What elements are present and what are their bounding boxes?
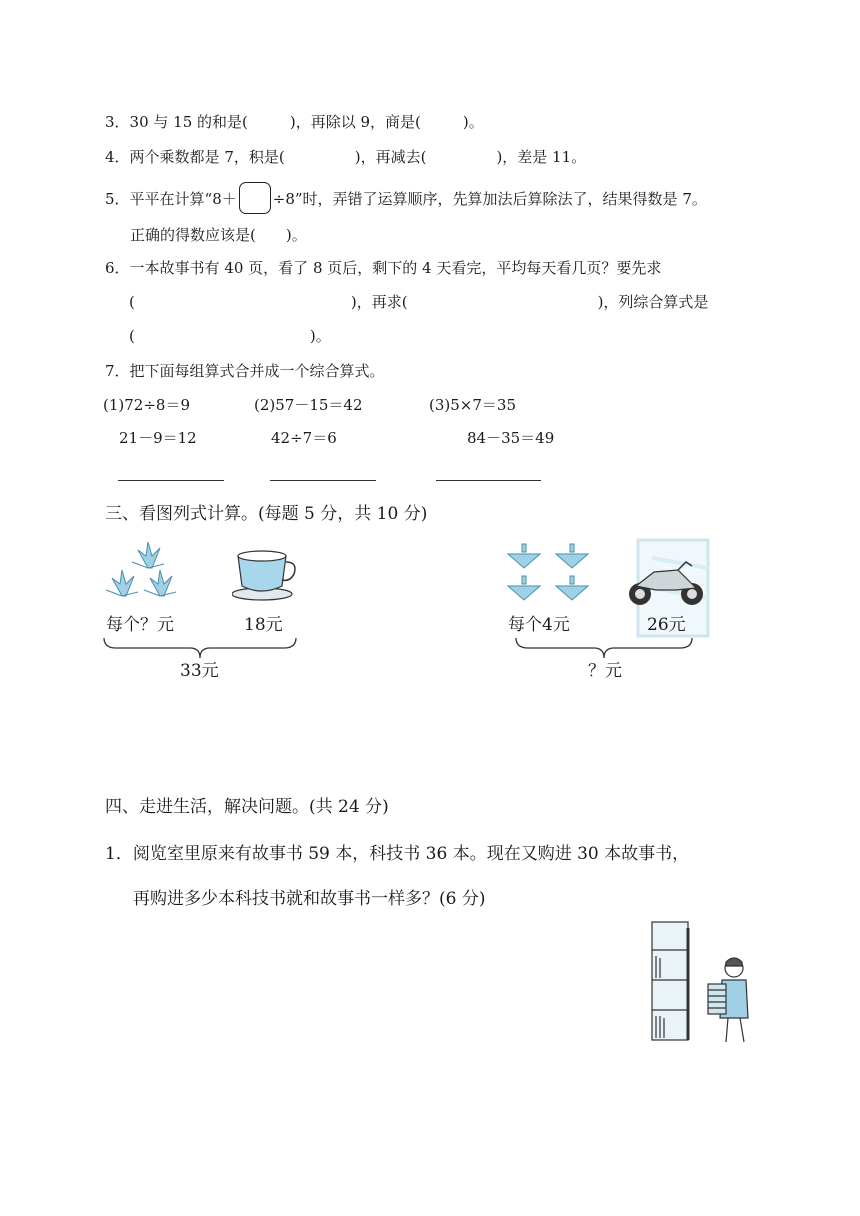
question-text: 把下面每组算式合并成一个综合算式。 xyxy=(129,362,385,380)
paren-open: ( xyxy=(129,293,135,311)
question-number: 1． xyxy=(105,844,133,864)
question-5 xyxy=(105,184,707,216)
question-text: 一本故事书有 40 页，看了 8 页后，剩下的 4 天看完，平均每天看几页？要先求 xyxy=(129,259,662,277)
question-text: 30 与 15 的和是( xyxy=(129,113,248,131)
question-text: ÷8”时，弄错了运算顺序，先算加法后算除法了，结果得数是 7。 xyxy=(272,190,707,208)
question-number: 7． xyxy=(105,362,130,380)
question-text: 阅览室里原来有故事书 59 本，科技书 36 本。现在又购进 30 本故事书， xyxy=(132,844,690,864)
motorcycle-icon xyxy=(626,558,706,608)
figure-1 xyxy=(100,538,310,688)
price-label-each-unknown: 每个？元 xyxy=(106,615,174,635)
question-number: 5． xyxy=(105,190,130,208)
equation-group-3-a: (3)5×7＝35 xyxy=(429,396,516,414)
problem-1-line2: 再购进多少本科技书就和故事书一样多？(6 分) xyxy=(133,889,486,909)
reading-room-illustration xyxy=(648,920,758,1044)
question-5-line2: 正确的得数应该是( )。 xyxy=(130,226,307,244)
question-text: 平平在计算“8＋ xyxy=(129,190,237,208)
question-text: )，列综合算式是 xyxy=(597,293,709,311)
question-text: )。 xyxy=(309,327,331,345)
question-6 xyxy=(105,257,661,278)
answer-line-3[interactable] xyxy=(436,480,541,481)
total-label: ？元 xyxy=(588,661,622,681)
missing-number-box[interactable] xyxy=(239,182,271,214)
question-3 xyxy=(105,111,484,132)
figure-2 xyxy=(500,538,720,688)
paren-open: ( xyxy=(129,327,135,345)
question-text: )，再减去( xyxy=(354,148,427,166)
question-text: )。 xyxy=(462,113,484,131)
question-4 xyxy=(105,146,586,167)
price-label-motorcycle: 26元 xyxy=(647,615,686,635)
spinning-top-icon xyxy=(502,542,622,612)
question-text: 两个乘数都是 7，积是( xyxy=(129,148,285,166)
question-7 xyxy=(105,360,385,381)
equation-group-2-a: (2)57－15＝42 xyxy=(254,396,363,414)
equation-group-1-a: (1)72÷8＝9 xyxy=(103,396,190,414)
equation-group-1-b: 21－9＝12 xyxy=(119,429,197,447)
question-number: 4． xyxy=(105,148,130,166)
question-6-line3 xyxy=(129,325,331,346)
answer-line-2[interactable] xyxy=(270,480,376,481)
equation-group-3-b: 84－35＝49 xyxy=(467,429,555,447)
price-label-each-top: 每个4元 xyxy=(508,615,570,635)
question-number: 3． xyxy=(105,113,130,131)
section-3-title: 三、看图列式计算。(每题 5 分，共 10 分) xyxy=(105,504,428,524)
equation-group-2-b: 42÷7＝6 xyxy=(271,429,337,447)
question-text: )，再求( xyxy=(350,293,408,311)
answer-line-1[interactable] xyxy=(118,480,224,481)
problem-1 xyxy=(105,839,689,864)
teacup-icon xyxy=(232,548,302,608)
question-text: )，差是 11。 xyxy=(496,148,587,166)
total-label: 33元 xyxy=(180,661,219,681)
question-text: )，再除以 9，商是( xyxy=(289,113,421,131)
question-6-line2 xyxy=(129,291,708,312)
question-number: 6． xyxy=(105,259,130,277)
price-label-teacup: 18元 xyxy=(244,615,283,635)
section-4-title: 四、走进生活，解决问题。(共 24 分) xyxy=(105,797,389,817)
